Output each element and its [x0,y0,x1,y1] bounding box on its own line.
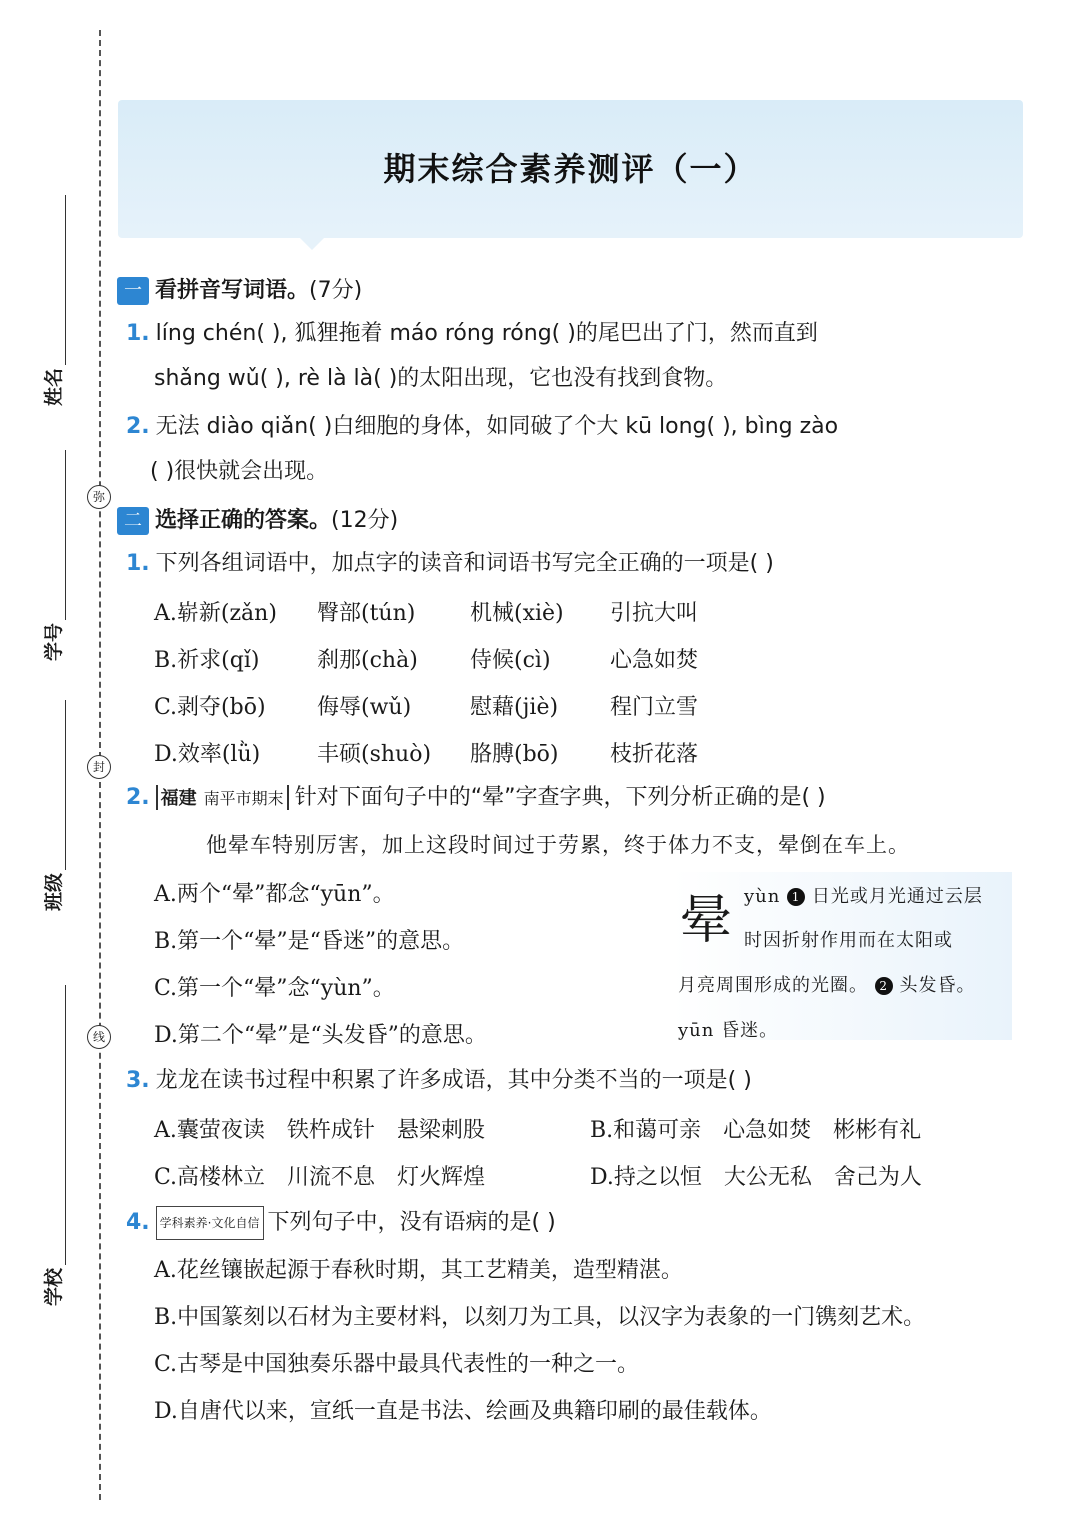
name-field[interactable]: 姓名 [47,195,83,417]
s2-q1-b3: 侍候(cì) [470,648,551,673]
section-1-score: (7分) [309,278,363,303]
section-1-heading: 看拼音写词语。 [155,278,310,303]
source-exam: 南平市期末 [203,789,284,808]
s2-q4-opt-d: D.自唐代以来，宣纸一直是书法、绘画及典籍印刷的最佳载体。 [154,1399,772,1424]
dict-text: 月亮周围形成的光圈。 [678,975,868,996]
question-text: 下列句子中，没有语病的是( ) [267,1210,556,1235]
question-number: 1. [126,321,150,346]
s2-q2-opt-b: B.第一个“晕”是“昏迷”的意思。 [154,929,465,954]
dict-text: 日光或月光通过云层 [811,886,983,907]
seal-mark-xian: 线 [87,1025,111,1049]
s1-q1-line2: shǎng wǔ( ), rè là là( )的太阳出现，它也没有找到食物。 [154,366,728,391]
page-title: 期末综合素养测评（一） [383,150,758,188]
s2-q2-opt-a: A.两个“晕”都念“yūn”。 [154,882,395,907]
dict-line-1 [744,882,983,908]
banner-notch [300,238,324,250]
s2-q1-b4: 心急如焚 [610,648,699,673]
section-1-badge: 一 [117,277,149,305]
section-1-header [117,276,362,306]
s2-q1-b1: B.祈求(qǐ) [154,648,260,673]
s2-q2-sentence: 他晕车特别厉害，加上这段时间过于劳累，终于体力不支，晕倒在车上。 [206,833,910,857]
s2-q1-b2: 刹那(chà) [317,648,418,673]
s2-q1-d1: D.效率(lǜ) [154,742,261,767]
s2-q1-a1: A.崭新(zǎn) [154,601,277,626]
s2-q4-stem [126,1206,556,1240]
id-field[interactable]: 学号 [47,450,83,672]
s2-q1-c1: C.剥夺(bō) [154,695,266,720]
dict-line-2: 时因折射作用而在太阳或 [744,930,953,951]
school-field[interactable]: 学校 [47,985,83,1317]
s2-q3-opt-b: B.和蔼可亲 心急如焚 彬彬有礼 [590,1118,922,1143]
sense-number: 2 [875,977,893,995]
section-2-heading: 选择正确的答案。 [155,508,332,533]
s2-q1-d3: 胳膊(bō) [470,742,559,767]
question-number: 2. [126,414,150,439]
question-text: 下列各组词语中，加点字的读音和词语书写完全正确的一项是( ) [155,551,774,576]
question-text: 针对下面句子中的“晕”字查字典，下列分析正确的是( ) [287,785,826,810]
s1-q2-line1 [126,412,838,442]
binding-strip [0,0,110,1527]
s2-q1-d4: 枝折花落 [610,742,699,767]
s2-q4-opt-a: A.花丝镶嵌起源于春秋时期，其工艺精美，造型精湛。 [154,1258,683,1283]
dict-pinyin: yùn [744,886,781,907]
s2-q1-c4: 程门立雪 [610,695,699,720]
section-2-badge: 二 [117,507,149,535]
seal-mark-feng: 封 [87,755,111,779]
class-field[interactable]: 班级 [47,700,83,922]
s2-q3-opt-d: D.持之以恒 大公无私 舍己为人 [590,1165,922,1190]
s2-q3-opt-a: A.囊萤夜读 铁杵成针 悬梁刺股 [154,1118,485,1143]
seal-mark-mi: 弥 [87,485,111,509]
s2-q1-c2: 侮辱(wǔ) [317,695,412,720]
s1-q2-line2: ( )很快就会出现。 [150,459,329,484]
dict-line-3 [678,971,975,997]
question-text: 龙龙在读书过程中积累了许多成语，其中分类不当的一项是( ) [155,1068,752,1093]
s2-q2-stem [126,783,826,814]
question-number: 2. [126,785,150,810]
title-banner [118,100,1023,238]
dictionary-character: 晕 [680,891,733,951]
s2-q1-a2: 臀部(tún) [317,601,416,626]
source-tag [156,785,284,810]
s2-q3-stem [126,1066,752,1096]
s2-q4-opt-b: B.中国篆刻以石材为主要材料，以刻刀为工具，以汉字为表象的一门镌刻艺术。 [154,1305,926,1330]
dict-text: 头发昏。 [899,975,976,996]
literacy-tag: 学科素养·文化自信 [156,1206,264,1240]
question-text: líng chén( ), 狐狸拖着 máo róng róng( )的尾巴出了门，然而直到 [155,321,818,346]
question-number: 1. [126,551,150,576]
question-text: 无法 diào qiǎn( )白细胞的身体，如同破了个大 kū long( ), bìng zào [155,414,839,439]
s2-q1-c3: 慰藉(jiè) [470,695,559,720]
sense-number: 1 [787,888,805,906]
s2-q1-a3: 机械(xiè) [470,601,564,626]
s2-q1-d2: 丰硕(shuò) [317,742,432,767]
s2-q3-opt-c: C.高楼林立 川流不息 灯火辉煌 [154,1165,486,1190]
source-province: 福建 [160,788,197,809]
dictionary-entry [672,872,1012,1040]
s2-q4-opt-c: C.古琴是中国独奏乐器中最具代表性的一种之一。 [154,1352,640,1377]
section-2-header [117,506,398,536]
s2-q1-stem [126,549,774,579]
s1-q1-line1 [126,319,818,349]
question-number: 3. [126,1068,150,1093]
s2-q2-opt-d: D.第二个“晕”是“头发昏”的意思。 [154,1023,487,1048]
section-2-score: (12分) [331,508,399,533]
question-number: 4. [126,1210,150,1235]
s2-q1-a4: 引抗大叫 [610,601,699,626]
dict-line-4: yūn 昏迷。 [678,1020,779,1041]
s2-q2-opt-c: C.第一个“晕”念“yùn”。 [154,976,395,1001]
